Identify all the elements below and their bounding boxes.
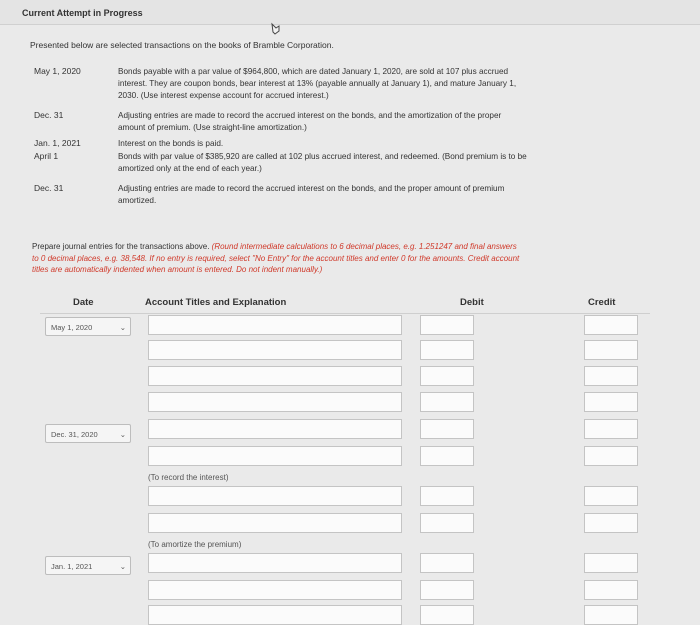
debit-input[interactable] [420, 366, 474, 386]
account-title-input[interactable] [148, 580, 402, 600]
attempt-status-title: Current Attempt in Progress [22, 8, 143, 18]
date-select[interactable]: Dec. 31, 2020 ⌄ [45, 424, 131, 443]
header-divider [40, 313, 650, 314]
account-title-input[interactable] [148, 366, 402, 386]
account-title-input[interactable] [148, 340, 402, 360]
tx-description: Adjusting entries are made to record the accrued interest on the bonds, and the proper amount of premium amortized. [118, 184, 505, 205]
credit-input[interactable] [584, 446, 638, 466]
credit-input[interactable] [584, 340, 638, 360]
account-title-input[interactable] [148, 486, 402, 506]
date-select[interactable]: Jan. 1, 2021 ⌄ [45, 556, 131, 575]
tx-description: Interest on the bonds is paid. [118, 139, 224, 148]
instructions: Prepare journal entries for the transactions above. (Round intermediate calculations to 6 decimal places, e.g. 1.251247 and final answers to 0 decimal places, e.g. 38,548. If no entry is required, select "No Entry" for the account titles and enter 0 for the amounts. Credit account titles are automatically indented when amount is entered. Do not indent manually.) [32, 242, 520, 274]
account-title-input[interactable] [148, 446, 402, 466]
chevron-down-icon: ⌄ [119, 323, 126, 332]
credit-input[interactable] [584, 366, 638, 386]
column-header-credit: Credit [588, 297, 616, 308]
tx-description: Bonds with par value of $385,920 are called at 102 plus accrued interest, and redeemed. (Bond premium is to be amortized only at the end of each year.) [118, 152, 527, 173]
account-title-input[interactable] [148, 315, 402, 335]
attempt-header [0, 0, 700, 25]
tx-description: Adjusting entries are made to record the accrued interest on the bonds, and the amortization of the proper amount of premium. (Use straight-line amortization.) [118, 111, 502, 132]
credit-input[interactable] [584, 392, 638, 412]
chevron-down-icon: ⌄ [119, 562, 126, 571]
account-title-input[interactable] [148, 419, 402, 439]
account-title-input[interactable] [148, 605, 402, 625]
debit-input[interactable] [420, 340, 474, 360]
debit-input[interactable] [420, 419, 474, 439]
credit-input[interactable] [584, 419, 638, 439]
credit-input[interactable] [584, 315, 638, 335]
column-header-date: Date [73, 297, 94, 308]
cursor-icon [270, 22, 282, 36]
credit-input[interactable] [584, 553, 638, 573]
tx-date: Dec. 31 [34, 183, 64, 193]
account-title-input[interactable] [148, 392, 402, 412]
credit-input[interactable] [584, 513, 638, 533]
debit-input[interactable] [420, 553, 474, 573]
tx-date: Dec. 31 [34, 110, 64, 120]
debit-input[interactable] [420, 580, 474, 600]
intro-text: Presented below are selected transactions on the books of Bramble Corporation. [30, 40, 334, 50]
column-header-debit: Debit [460, 297, 484, 308]
debit-input[interactable] [420, 315, 474, 335]
entry-note: (To record the interest) [148, 473, 229, 482]
account-title-input[interactable] [148, 553, 402, 573]
date-select[interactable]: May 1, 2020 ⌄ [45, 317, 131, 336]
account-title-input[interactable] [148, 513, 402, 533]
column-header-account: Account Titles and Explanation [145, 297, 287, 308]
credit-input[interactable] [584, 486, 638, 506]
tx-date: April 1 [34, 151, 59, 161]
debit-input[interactable] [420, 513, 474, 533]
debit-input[interactable] [420, 392, 474, 412]
entry-note: (To amortize the premium) [148, 540, 242, 549]
debit-input[interactable] [420, 486, 474, 506]
chevron-down-icon: ⌄ [119, 430, 126, 439]
credit-input[interactable] [584, 580, 638, 600]
tx-date: Jan. 1, 2021 [34, 138, 81, 148]
credit-input[interactable] [584, 605, 638, 625]
debit-input[interactable] [420, 605, 474, 625]
debit-input[interactable] [420, 446, 474, 466]
tx-description: Bonds payable with a par value of $964,800, which are dated January 1, 2020, are sold at 107 plus accrued interest. They are coupon bonds, bear interest at 13% (payable annually at January 1), and mature January 1, 2030. (Use interest expense account for accrued interest.) [118, 67, 517, 100]
tx-date: May 1, 2020 [34, 66, 81, 76]
